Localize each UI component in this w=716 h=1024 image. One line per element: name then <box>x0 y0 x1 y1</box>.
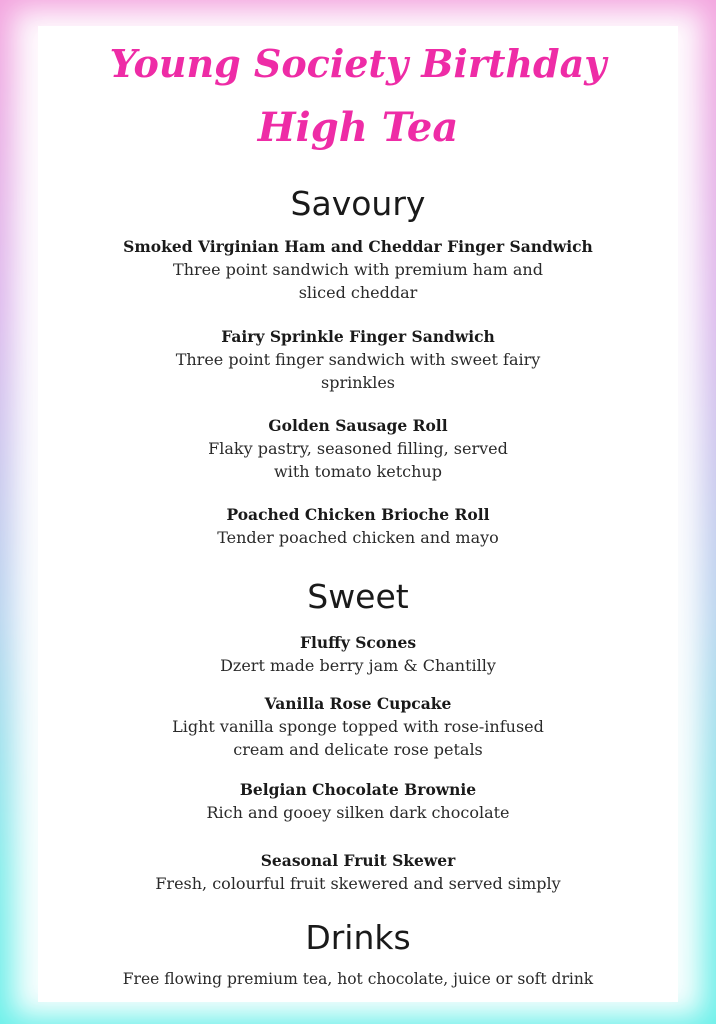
item-name: Vanilla Rose Cupcake <box>264 694 452 713</box>
item-name: Smoked Virginian Ham and Cheddar Finger Sandwich <box>123 237 593 256</box>
menu-card <box>38 26 678 1002</box>
item-name: Golden Sausage Roll <box>268 416 448 435</box>
item-description: Tender poached chicken and mayo <box>217 528 499 547</box>
item-description: Dzert made berry jam & Chantilly <box>220 656 496 675</box>
item-description: Flaky pastry, seasoned filling, served with tomato ketchup <box>208 439 508 481</box>
item-name: Poached Chicken Brioche Roll <box>226 505 490 524</box>
item-name: Fairy Sprinkle Finger Sandwich <box>221 327 495 346</box>
item-description: Three point sandwich with premium ham and sliced cheddar <box>173 260 543 302</box>
menu-title-line2: High Tea <box>257 104 459 151</box>
menu-title-line1: Young Society Birthday <box>109 41 607 86</box>
item-name: Belgian Chocolate Brownie <box>239 780 477 799</box>
section-heading-sweet: Sweet <box>307 577 409 616</box>
item-description: Rich and gooey silken dark chocolate <box>206 803 510 822</box>
menu-item-sausage-roll <box>38 415 678 483</box>
item-description: Light vanilla sponge topped with rose-infused cream and delicate rose petals <box>172 717 544 759</box>
item-description: Three point finger sandwich with sweet fairy sprinkles <box>175 350 541 392</box>
drinks-description-block <box>38 968 678 991</box>
menu-item-scones <box>38 632 678 677</box>
section-heading-savoury: Savoury <box>290 184 426 223</box>
menu-item-brownie <box>38 779 678 824</box>
menu-item-chicken-brioche <box>38 504 678 549</box>
section-heading-drinks: Drinks <box>305 918 411 957</box>
menu-item-ham-sandwich <box>38 236 678 304</box>
menu-item-fruit-skewer <box>38 850 678 895</box>
menu-item-cupcake <box>38 693 678 761</box>
drinks-description: Free flowing premium tea, hot chocolate, juice or soft drink <box>122 970 594 988</box>
item-description: Fresh, colourful fruit skewered and served simply <box>155 874 561 893</box>
menu-item-fairy-sandwich <box>38 326 678 394</box>
item-name: Fluffy Scones <box>299 633 417 652</box>
item-name: Seasonal Fruit Skewer <box>260 851 456 870</box>
